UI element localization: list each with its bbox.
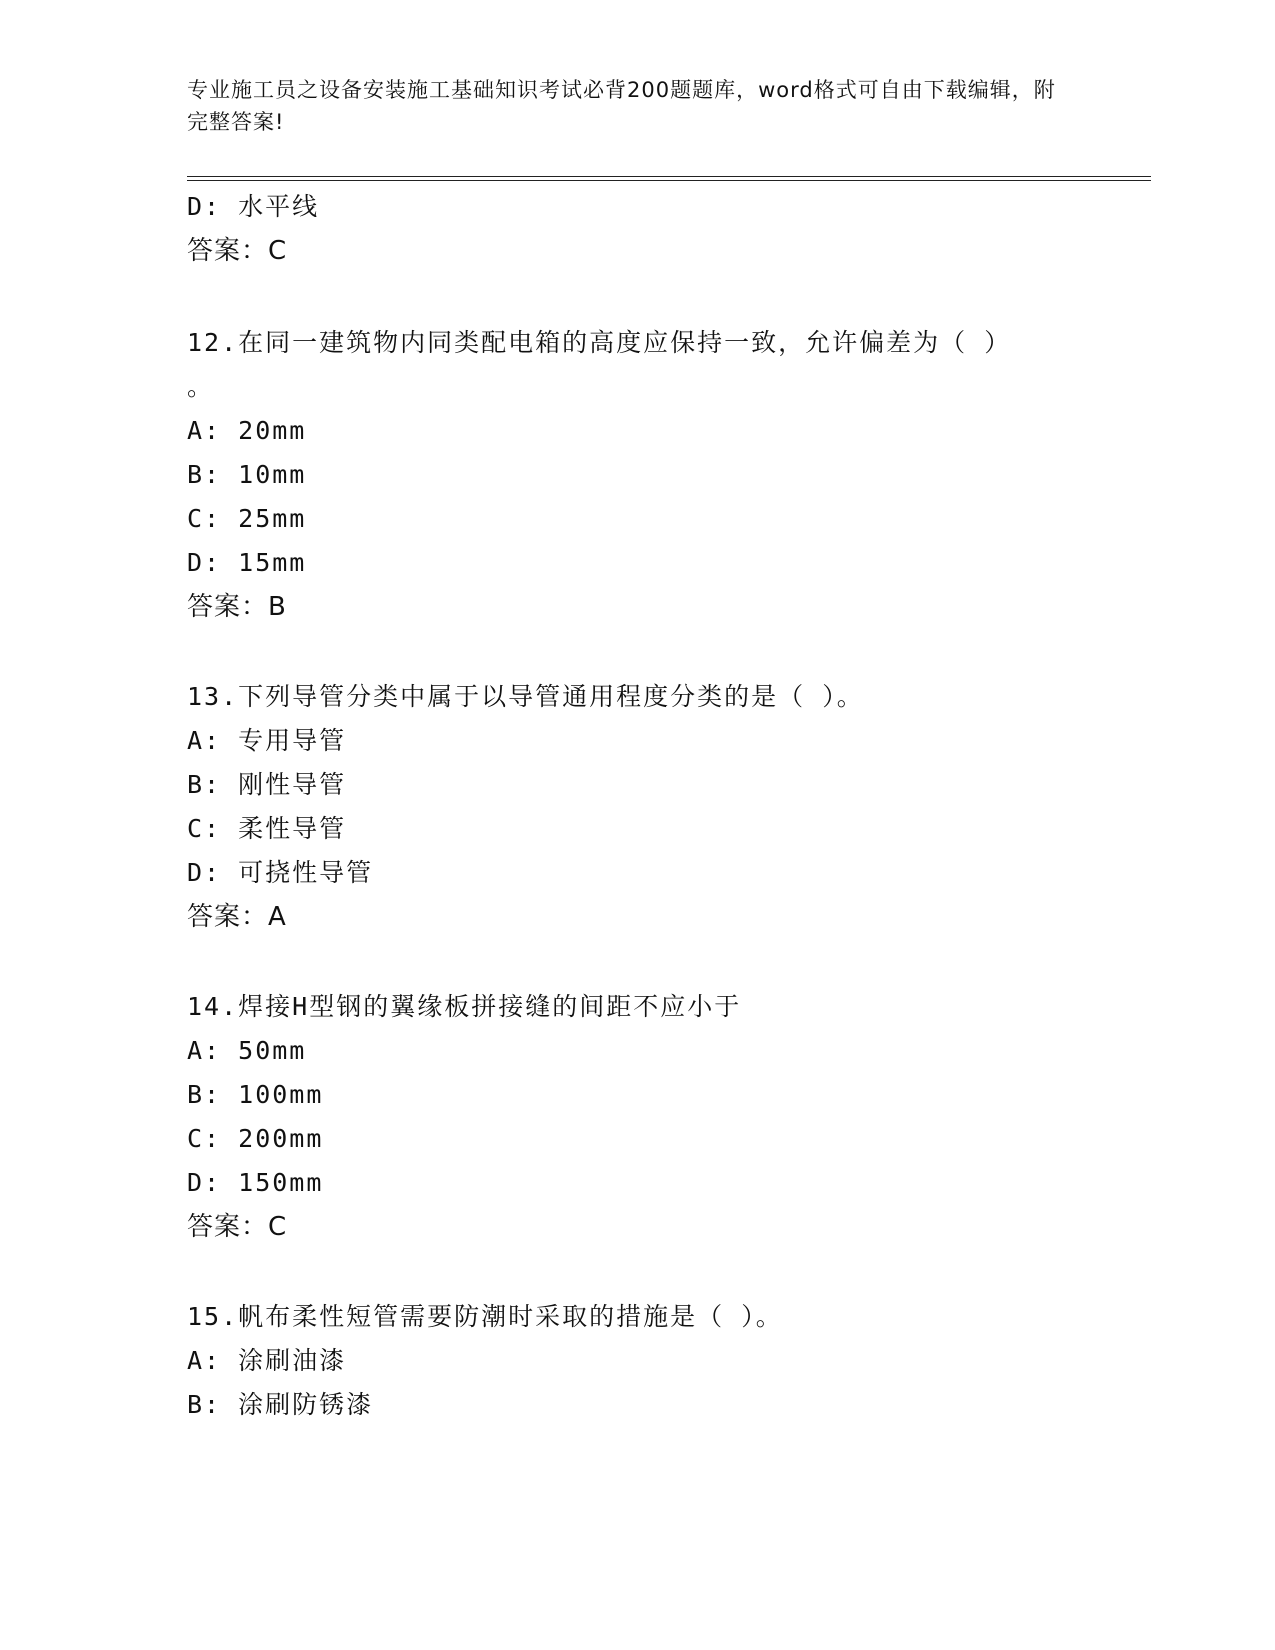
option-a: A: 50mm bbox=[187, 1036, 307, 1065]
option-d: D: 水平线 bbox=[187, 192, 320, 221]
answer-line: 答案：A bbox=[187, 902, 287, 932]
question-stem: 15.帆布柔性短管需要防潮时采取的措施是（ ）。 bbox=[187, 1302, 783, 1331]
question-stem: 12.在同一建筑物内同类配电箱的高度应保持一致，允许偏差为（ ） bbox=[187, 328, 1012, 357]
option-b: B: 100mm bbox=[187, 1080, 324, 1109]
option-b: B: 10mm bbox=[187, 460, 307, 489]
option-d: D: 15mm bbox=[187, 548, 307, 577]
question-stem: 14.焊接H型钢的翼缘板拼接缝的间距不应小于 bbox=[187, 992, 742, 1021]
option-d: D: 可挠性导管 bbox=[187, 858, 374, 887]
page-header: 专业施工员之设备安装施工基础知识考试必背200题题库，word格式可自由下载编辑，附完整答案! bbox=[187, 78, 1056, 134]
header-divider bbox=[187, 176, 1151, 181]
option-b: B: 涂刷防锈漆 bbox=[187, 1390, 374, 1419]
option-a: A: 20mm bbox=[187, 416, 307, 445]
option-a: A: 专用导管 bbox=[187, 726, 347, 755]
question-stem: 13.下列导管分类中属于以导管通用程度分类的是（ ）。 bbox=[187, 682, 864, 711]
option-c: C: 200mm bbox=[187, 1124, 324, 1153]
question-stem-tail: 。 bbox=[187, 372, 215, 401]
option-c: C: 25mm bbox=[187, 504, 307, 533]
answer-line: 答案：B bbox=[187, 592, 287, 622]
option-d: D: 150mm bbox=[187, 1168, 324, 1197]
option-b: B: 刚性导管 bbox=[187, 770, 347, 799]
option-c: C: 柔性导管 bbox=[187, 814, 347, 843]
option-a: A: 涂刷油漆 bbox=[187, 1346, 347, 1375]
answer-line: 答案：C bbox=[187, 1212, 288, 1242]
answer-line: 答案：C bbox=[187, 236, 288, 266]
